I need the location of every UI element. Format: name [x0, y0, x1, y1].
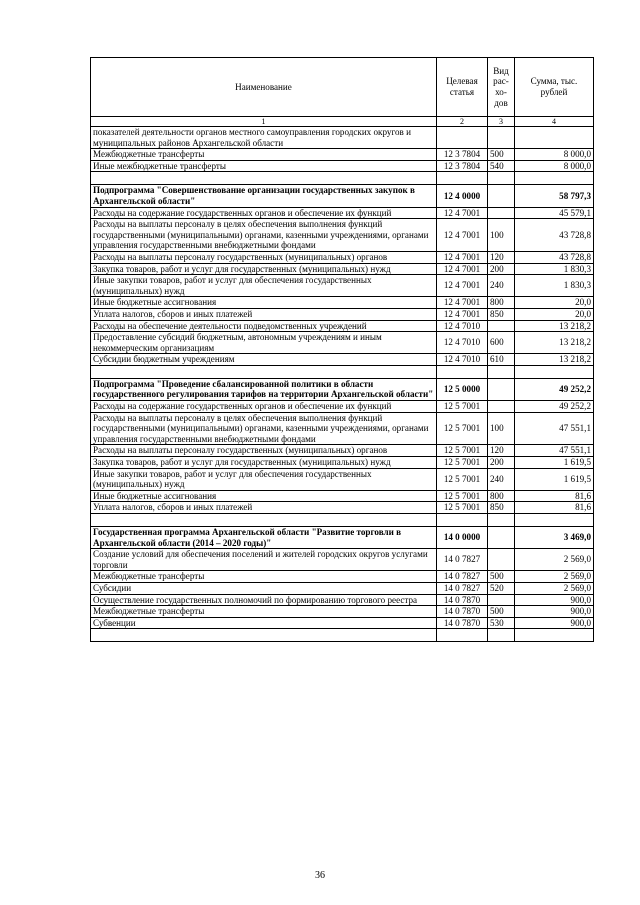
empty-cell: [488, 172, 515, 185]
row-name: Межбюджетные трансферты: [91, 149, 437, 161]
table-row: [91, 207, 594, 219]
table-row: [91, 571, 594, 583]
row-name: Расходы на содержание государственных органов и обеспечение их функций: [91, 401, 437, 413]
row-code: 12 3 7804: [437, 160, 488, 172]
row-sum: 81,6: [515, 502, 594, 514]
row-name: Межбюджетные трансферты: [91, 571, 437, 583]
table-row: [91, 149, 594, 161]
row-name: Расходы на выплаты персоналу государственных (муниципальных) органов: [91, 445, 437, 457]
row-sum: 13 218,2: [515, 332, 594, 354]
row-sum: 43 728,8: [515, 219, 594, 252]
table-row: [91, 457, 594, 469]
row-type: [488, 378, 515, 400]
row-type: 240: [488, 468, 515, 490]
row-name: Осуществление государственных полномочий по формированию торгового реестра: [91, 594, 437, 606]
program-row: [91, 185, 594, 207]
row-code: 12 5 7001: [437, 401, 488, 413]
column-number-row: [91, 117, 594, 127]
row-type: 100: [488, 412, 515, 445]
table-row: [91, 297, 594, 309]
header-name: Наименование: [91, 58, 437, 117]
row-sum: 49 252,2: [515, 378, 594, 400]
row-type: 600: [488, 332, 515, 354]
row-sum: 43 728,8: [515, 251, 594, 263]
empty-cell: [91, 629, 437, 642]
table-row: [91, 275, 594, 297]
row-code: 14 0 7870: [437, 617, 488, 629]
row-sum: 47 551,1: [515, 412, 594, 445]
row-type: 800: [488, 297, 515, 309]
row-name: Иные межбюджетные трансферты: [91, 160, 437, 172]
row-sum: 2 569,0: [515, 571, 594, 583]
empty-cell: [515, 365, 594, 378]
empty-cell: [488, 365, 515, 378]
row-type: 530: [488, 617, 515, 629]
row-type: 240: [488, 275, 515, 297]
row-name: Расходы на содержание государственных органов и обеспечение их функций: [91, 207, 437, 219]
row-sum: 45 579,1: [515, 207, 594, 219]
table-row: [91, 251, 594, 263]
row-type: 120: [488, 445, 515, 457]
header-type: Вид рас- хо- дов: [488, 58, 515, 117]
row-name: Субсидии: [91, 582, 437, 594]
row-code: 12 4 7001: [437, 297, 488, 309]
row-sum: 49 252,2: [515, 401, 594, 413]
row-name: Закупка товаров, работ и услуг для государственных (муниципальных) нужд: [91, 457, 437, 469]
row-code: 14 0 7827: [437, 549, 488, 571]
row-name: Уплата налогов, сборов и иных платежей: [91, 308, 437, 320]
row-name: Субсидии бюджетным учреждениям: [91, 354, 437, 366]
row-code: 12 5 0000: [437, 378, 488, 400]
table-row: [91, 412, 594, 445]
row-sum: [515, 127, 594, 149]
empty-cell: [488, 514, 515, 527]
row-sum: 58 797,3: [515, 185, 594, 207]
row-type: 200: [488, 457, 515, 469]
row-type: 100: [488, 219, 515, 252]
row-code: 12 4 7001: [437, 251, 488, 263]
row-name: Расходы на выплаты персоналу в целях обеспечения выполнения функций государственными (муниципальными) органами, казенными учреждениями, органами управления государственными внебюджетными фондами: [91, 412, 437, 445]
row-type: 520: [488, 582, 515, 594]
row-name: Межбюджетные трансферты: [91, 606, 437, 618]
row-code: 12 4 0000: [437, 185, 488, 207]
row-sum: 900,0: [515, 606, 594, 618]
row-name: Расходы на выплаты персоналу в целях обеспечения выполнения функций государственными (муниципальными) органами, казенными учреждениями, органами управления государственными внебюджетными фондами: [91, 219, 437, 252]
row-code: 14 0 7870: [437, 606, 488, 618]
row-name: Иные закупки товаров, работ и услуг для обеспечения государственных (муниципальных) нужд: [91, 468, 437, 490]
row-type: 610: [488, 354, 515, 366]
row-type: [488, 127, 515, 149]
row-type: 500: [488, 571, 515, 583]
row-sum: 8 000,0: [515, 160, 594, 172]
row-type: 800: [488, 490, 515, 502]
row-name: Предоставление субсидий бюджетным, автономным учреждениям и иным некоммерческим организациям: [91, 332, 437, 354]
table-row: [91, 160, 594, 172]
row-name: Иные бюджетные ассигнования: [91, 297, 437, 309]
row-type: 500: [488, 149, 515, 161]
empty-cell: [437, 172, 488, 185]
row-name: Расходы на обеспечение деятельности подведомственных учреждений: [91, 320, 437, 332]
row-name: Субвенции: [91, 617, 437, 629]
row-code: 12 4 7001: [437, 308, 488, 320]
table-row: [91, 606, 594, 618]
header-row: [91, 58, 594, 117]
table-row: [91, 490, 594, 502]
table-row: [91, 127, 594, 149]
row-code: 12 4 7010: [437, 354, 488, 366]
spacer-row: [91, 172, 594, 185]
page-number: 36: [315, 870, 325, 881]
spacer-row: [91, 514, 594, 527]
table-row: [91, 617, 594, 629]
spacer-row: [91, 629, 594, 642]
empty-cell: [515, 629, 594, 642]
row-sum: 1 830,3: [515, 263, 594, 275]
row-sum: 1 619,5: [515, 468, 594, 490]
row-code: 14 0 7827: [437, 582, 488, 594]
empty-cell: [437, 514, 488, 527]
row-code: 12 3 7804: [437, 149, 488, 161]
row-sum: 2 569,0: [515, 582, 594, 594]
row-sum: 20,0: [515, 297, 594, 309]
table-row: [91, 582, 594, 594]
row-type: 200: [488, 263, 515, 275]
row-name: Государственная программа Архангельской области "Развитие торговли в Архангельской области (2014 – 2020 годы)": [91, 527, 437, 549]
row-code: 12 5 7001: [437, 412, 488, 445]
row-code: 12 5 7001: [437, 502, 488, 514]
row-sum: 13 218,2: [515, 354, 594, 366]
row-sum: 8 000,0: [515, 149, 594, 161]
table-row: [91, 468, 594, 490]
row-code: 12 5 7001: [437, 468, 488, 490]
budget-table: [90, 57, 594, 642]
row-sum: 20,0: [515, 308, 594, 320]
row-code: 12 4 7001: [437, 275, 488, 297]
header-code: Целевая статья: [437, 58, 488, 117]
spacer-row: [91, 365, 594, 378]
row-type: [488, 401, 515, 413]
row-name: Закупка товаров, работ и услуг для государственных (муниципальных) нужд: [91, 263, 437, 275]
row-type: [488, 594, 515, 606]
row-sum: 900,0: [515, 594, 594, 606]
row-code: 12 4 7001: [437, 219, 488, 252]
table-row: [91, 308, 594, 320]
row-code: 12 4 7010: [437, 320, 488, 332]
empty-cell: [437, 365, 488, 378]
row-sum: 81,6: [515, 490, 594, 502]
row-code: 12 4 7001: [437, 207, 488, 219]
empty-cell: [515, 514, 594, 527]
program-row: [91, 378, 594, 400]
empty-cell: [91, 365, 437, 378]
row-code: 12 4 7001: [437, 263, 488, 275]
table-row: [91, 219, 594, 252]
row-sum: 3 469,0: [515, 527, 594, 549]
empty-cell: [437, 629, 488, 642]
table-row: [91, 320, 594, 332]
empty-cell: [91, 172, 437, 185]
column-number: 4: [515, 117, 594, 127]
row-sum: 900,0: [515, 617, 594, 629]
row-sum: 47 551,1: [515, 445, 594, 457]
row-type: 850: [488, 308, 515, 320]
row-name: показателей деятельности органов местного самоуправления городских округов и муниципальных районов Архангельской области: [91, 127, 437, 149]
row-code: 12 5 7001: [437, 457, 488, 469]
row-code: 12 5 7001: [437, 445, 488, 457]
row-code: 14 0 0000: [437, 527, 488, 549]
row-type: 500: [488, 606, 515, 618]
empty-cell: [515, 172, 594, 185]
row-code: 12 5 7001: [437, 490, 488, 502]
row-name: Расходы на выплаты персоналу государственных (муниципальных) органов: [91, 251, 437, 263]
table-row: [91, 354, 594, 366]
row-sum: 13 218,2: [515, 320, 594, 332]
row-name: Подпрограмма "Проведение сбалансированной политики в области государственного регулирования тарифов на территории Архангельской области": [91, 378, 437, 400]
row-code: 12 4 7010: [437, 332, 488, 354]
table-row: [91, 445, 594, 457]
row-type: [488, 320, 515, 332]
empty-cell: [91, 514, 437, 527]
program-row: [91, 527, 594, 549]
row-name: Подпрограмма "Совершенствование организации государственных закупок в Архангельской области": [91, 185, 437, 207]
table-row: [91, 332, 594, 354]
row-type: 540: [488, 160, 515, 172]
row-name: Уплата налогов, сборов и иных платежей: [91, 502, 437, 514]
row-type: [488, 527, 515, 549]
row-type: 850: [488, 502, 515, 514]
row-sum: 1 619,5: [515, 457, 594, 469]
table-row: [91, 263, 594, 275]
row-sum: 2 569,0: [515, 549, 594, 571]
row-type: 120: [488, 251, 515, 263]
row-type: [488, 207, 515, 219]
row-name: Иные закупки товаров, работ и услуг для обеспечения государственных (муниципальных) нужд: [91, 275, 437, 297]
column-number: 3: [488, 117, 515, 127]
row-type: [488, 549, 515, 571]
column-number: 1: [91, 117, 437, 127]
row-code: [437, 127, 488, 149]
column-number: 2: [437, 117, 488, 127]
row-name: Создание условий для обеспечения поселений и жителей городских округов услугами торговли: [91, 549, 437, 571]
empty-cell: [488, 629, 515, 642]
header-sum: Сумма, тыс. рублей: [515, 58, 594, 117]
row-code: 14 0 7827: [437, 571, 488, 583]
row-sum: 1 830,3: [515, 275, 594, 297]
table-row: [91, 502, 594, 514]
row-type: [488, 185, 515, 207]
table-row: [91, 549, 594, 571]
table-row: [91, 594, 594, 606]
row-name: Иные бюджетные ассигнования: [91, 490, 437, 502]
row-code: 14 0 7870: [437, 594, 488, 606]
table-row: [91, 401, 594, 413]
